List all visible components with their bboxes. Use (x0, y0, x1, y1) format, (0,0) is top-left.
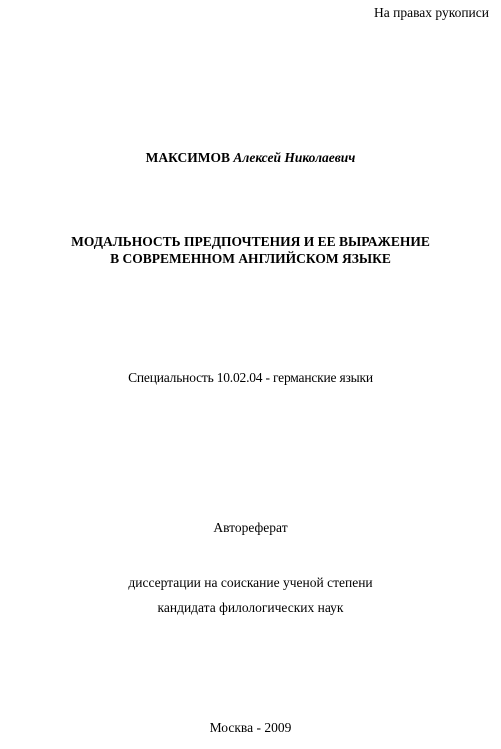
degree-purpose (0, 570, 501, 620)
specialty-line: Специальность 10.02.04 - германские языки (128, 370, 373, 385)
document-type: Автореферат (213, 520, 288, 535)
dissertation-title (0, 233, 501, 267)
author-given-names: Алексей Николаевич (233, 150, 356, 165)
title-line-2: В СОВРЕМЕННОМ АНГЛИЙСКОМ ЯЗЫКЕ (110, 251, 391, 266)
title-line-1: МОДАЛЬНОСТЬ ПРЕДПОЧТЕНИЯ И ЕЕ ВЫРАЖЕНИЕ (71, 234, 430, 249)
author-surname: МАКСИМОВ (145, 150, 231, 165)
manuscript-rights-note: На правах рукописи (373, 5, 489, 20)
purpose-line-1: диссертации на соискание ученой степени (128, 575, 373, 590)
purpose-line-2: кандидата филологических наук (157, 600, 344, 615)
author-name (0, 150, 501, 166)
place-and-year: Москва - 2009 (209, 720, 292, 735)
